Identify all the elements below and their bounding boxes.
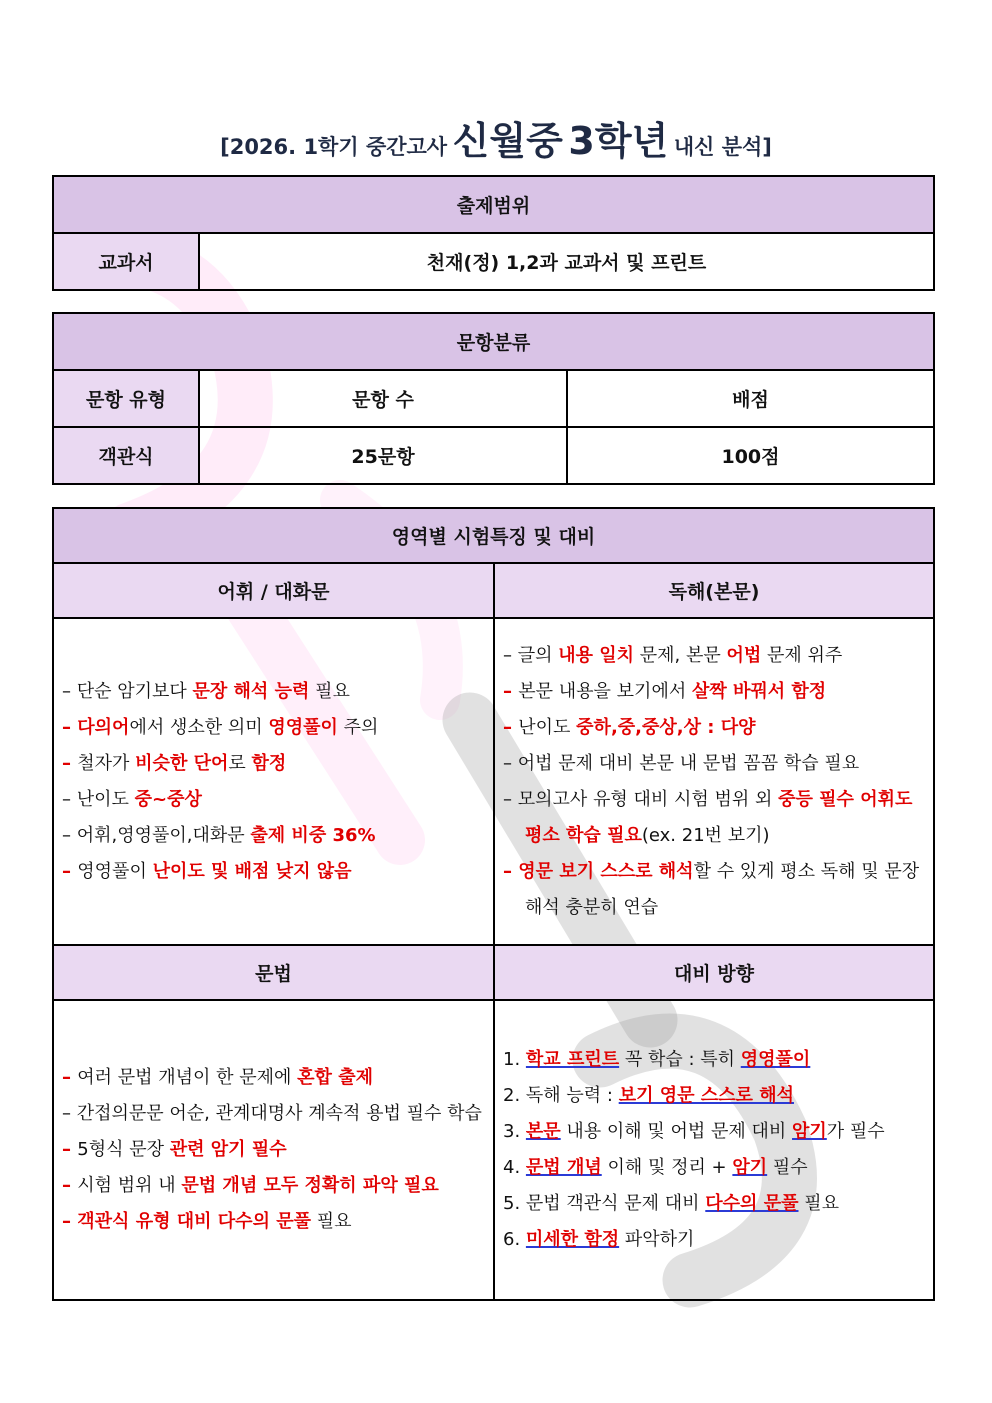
grammar-item xyxy=(62,1168,487,1204)
strategy-item-text: 미세한 함정 xyxy=(525,1229,620,1250)
strategy-item-text: 필요 xyxy=(798,1193,839,1214)
grammar-item xyxy=(62,1204,487,1240)
vocab-item-text: 출제 비중 36% xyxy=(250,824,376,846)
reading-item-text: – xyxy=(503,680,519,702)
reading-item-text: 본문 내용을 보기에서 xyxy=(518,680,692,702)
reading-item-text: – 글의 xyxy=(503,644,559,666)
vocab-section xyxy=(53,618,494,945)
strategy-item xyxy=(503,1042,927,1078)
vocab-item-text: 영영풀이 xyxy=(77,860,153,882)
strategy-item-text: 이해 및 정리 + xyxy=(601,1157,733,1178)
vocab-item xyxy=(62,818,487,854)
grammar-item-text: – 간접의문문 어순, 관계대명사 계속적 용법 필수 학습 xyxy=(62,1103,482,1124)
score-value: 100점 xyxy=(567,427,934,484)
vocab-item-text: 필요 xyxy=(309,680,350,702)
grammar-item xyxy=(62,1096,487,1132)
strategy-item-text: 4. xyxy=(503,1157,526,1178)
grammar-item-text: 시험 범위 내 xyxy=(77,1175,182,1196)
strategy-item-text: 본문 xyxy=(525,1121,561,1142)
col-question-count: 문항 수 xyxy=(199,370,567,427)
strategy-item-text: 영영풀이 xyxy=(740,1049,811,1070)
reading-item xyxy=(503,854,927,926)
reading-item xyxy=(503,638,927,674)
strategy-item-text: 보기 영문 스스로 해석 xyxy=(618,1085,794,1106)
vocab-item-text: 문장 해석 능력 xyxy=(192,680,310,702)
reading-item-text: – xyxy=(503,716,519,738)
vocab-item-text: 비슷한 단어 xyxy=(135,752,229,774)
grammar-item-text: – xyxy=(62,1139,78,1160)
reading-item xyxy=(503,782,927,854)
strategy-item-text: 내용 이해 및 어법 문제 대비 xyxy=(560,1121,793,1142)
reading-item-text: 살짝 바꿔서 함정 xyxy=(691,680,827,702)
reading-item xyxy=(503,674,927,710)
reading-item-text: 난이도 xyxy=(518,716,577,738)
reading-item-text: 영문 보기 스스로 해석 xyxy=(518,860,694,882)
classification-header: 문항분류 xyxy=(53,313,934,370)
strategy-item xyxy=(503,1078,927,1114)
scope-value: 천재(정) 1,2과 교과서 및 프린트 xyxy=(199,233,934,290)
strategy-item-text: 3. xyxy=(503,1121,526,1142)
strategy-list xyxy=(503,1042,927,1258)
vocab-item-text: 영영풀이 xyxy=(268,716,338,738)
reading-item-text: 내용 일치 xyxy=(558,644,635,666)
reading-item-text: 중하,중,중상,상 : 다양 xyxy=(576,716,756,738)
reading-item-text: – 모의고사 유형 대비 시험 범위 외 xyxy=(503,788,779,810)
strategy-item-text: 꼭 학습 : 특히 xyxy=(619,1049,741,1070)
vocab-item-text: – xyxy=(62,860,78,882)
grammar-item-text: 문법 개념 모두 정확히 파악 필요 xyxy=(181,1175,439,1196)
vocab-item-text: – xyxy=(62,716,78,738)
strategy-item-text: 다수의 문풀 xyxy=(705,1193,799,1214)
title-suffix: 내신 분석] xyxy=(673,135,772,159)
features-table xyxy=(52,507,935,1301)
grammar-item-text: 관련 암기 필수 xyxy=(169,1139,287,1160)
question-count-value: 25문항 xyxy=(199,427,567,484)
strategy-item-text: 문법 개념 xyxy=(525,1157,602,1178)
strategy-item-text: 2. 독해 능력 : xyxy=(503,1085,619,1106)
reading-item-text: 어법 xyxy=(726,644,762,666)
title-prefix: [2026. 1학기 중간고사 xyxy=(220,135,448,159)
grammar-item-text: 여러 문법 개념이 한 문제에 xyxy=(77,1067,298,1088)
grammar-header: 문법 xyxy=(53,945,494,1000)
vocab-item-text: 함정 xyxy=(251,752,287,774)
vocab-item-text: 중~중상 xyxy=(134,788,202,810)
strategy-item-text: 가 필수 xyxy=(826,1121,885,1142)
strategy-section xyxy=(494,1000,934,1300)
reading-header: 독해(본문) xyxy=(494,563,934,618)
scope-header: 출제범위 xyxy=(53,176,934,233)
vocab-item-text: – 난이도 xyxy=(62,788,135,810)
page-title xyxy=(0,110,992,165)
grammar-item-text: 5형식 문장 xyxy=(77,1139,170,1160)
grammar-item-text: 혼합 출제 xyxy=(297,1067,373,1088)
reading-item xyxy=(503,710,927,746)
vocab-item-text: – xyxy=(62,752,78,774)
reading-item-text: – xyxy=(503,860,519,882)
strategy-item xyxy=(503,1114,927,1150)
grammar-item-text: 객관식 유형 대비 다수의 문풀 xyxy=(77,1211,312,1232)
strategy-item-text: 암기 xyxy=(732,1157,768,1178)
vocab-item xyxy=(62,782,487,818)
question-type-value: 객관식 xyxy=(53,427,199,484)
vocab-item-text: 난이도 및 배점 낮지 않음 xyxy=(152,860,352,882)
vocab-item xyxy=(62,674,487,710)
reading-item-text: (ex. 21번 보기) xyxy=(641,824,770,846)
reading-item-text: 문제 위주 xyxy=(761,644,843,666)
col-question-type: 문항 유형 xyxy=(53,370,199,427)
reading-section xyxy=(494,618,934,945)
strategy-item xyxy=(503,1150,927,1186)
vocab-item-text: – 어휘,영영풀이,대화문 xyxy=(62,824,251,846)
strategy-item-text: 학교 프린트 xyxy=(525,1049,620,1070)
grammar-item xyxy=(62,1132,487,1168)
strategy-item-text: 6. xyxy=(503,1229,526,1250)
vocab-item xyxy=(62,746,487,782)
reading-item-text: 할 수 있게 평소 독해 및 문장해석 충분히 연습 xyxy=(525,860,920,918)
vocab-item-text: 에서 생소한 의미 xyxy=(129,716,269,738)
strategy-item-text: 1. xyxy=(503,1049,526,1070)
scope-table xyxy=(52,175,935,291)
grammar-item-text: – xyxy=(62,1067,78,1088)
strategy-item-text: 필수 xyxy=(767,1157,808,1178)
vocab-item xyxy=(62,854,487,890)
vocab-header: 어휘 / 대화문 xyxy=(53,563,494,618)
vocab-item-text: – 단순 암기보다 xyxy=(62,680,193,702)
reading-item xyxy=(503,746,927,782)
vocab-item-text: 주의 xyxy=(337,716,379,738)
vocab-item-text: 철자가 xyxy=(77,752,136,774)
title-grade: 3학년 xyxy=(568,119,669,163)
reading-item-text: 문제, 본문 xyxy=(634,644,727,666)
strategy-item-text: 파악하기 xyxy=(619,1229,695,1250)
strategy-item xyxy=(503,1222,927,1258)
vocab-item-text: 다의어 xyxy=(77,716,130,738)
title-school: 신월중 xyxy=(452,119,563,163)
grammar-item-text: – xyxy=(62,1175,78,1196)
grammar-item xyxy=(62,1060,487,1096)
vocab-item-text: 로 xyxy=(228,752,252,774)
grammar-list xyxy=(62,1060,487,1240)
vocab-list xyxy=(62,674,487,890)
reading-list xyxy=(503,638,927,926)
strategy-item xyxy=(503,1186,927,1222)
vocab-item xyxy=(62,710,487,746)
grammar-item-text: 필요 xyxy=(311,1211,352,1232)
reading-item-text: – 어법 문제 대비 본문 내 문법 꼼꼼 학습 필요 xyxy=(503,752,860,774)
strategy-header: 대비 방향 xyxy=(494,945,934,1000)
col-score: 배점 xyxy=(567,370,934,427)
classification-table xyxy=(52,312,935,485)
reading-item-text: 중등 필수 어휘도 평소 학습 필요 xyxy=(525,788,913,846)
scope-label: 교과서 xyxy=(53,233,199,290)
features-header: 영역별 시험특징 및 대비 xyxy=(53,508,934,563)
strategy-item-text: 암기 xyxy=(792,1121,827,1142)
strategy-item-text: 5. 문법 객관식 문제 대비 xyxy=(503,1193,706,1214)
grammar-item-text: – xyxy=(62,1211,78,1232)
grammar-section xyxy=(53,1000,494,1300)
